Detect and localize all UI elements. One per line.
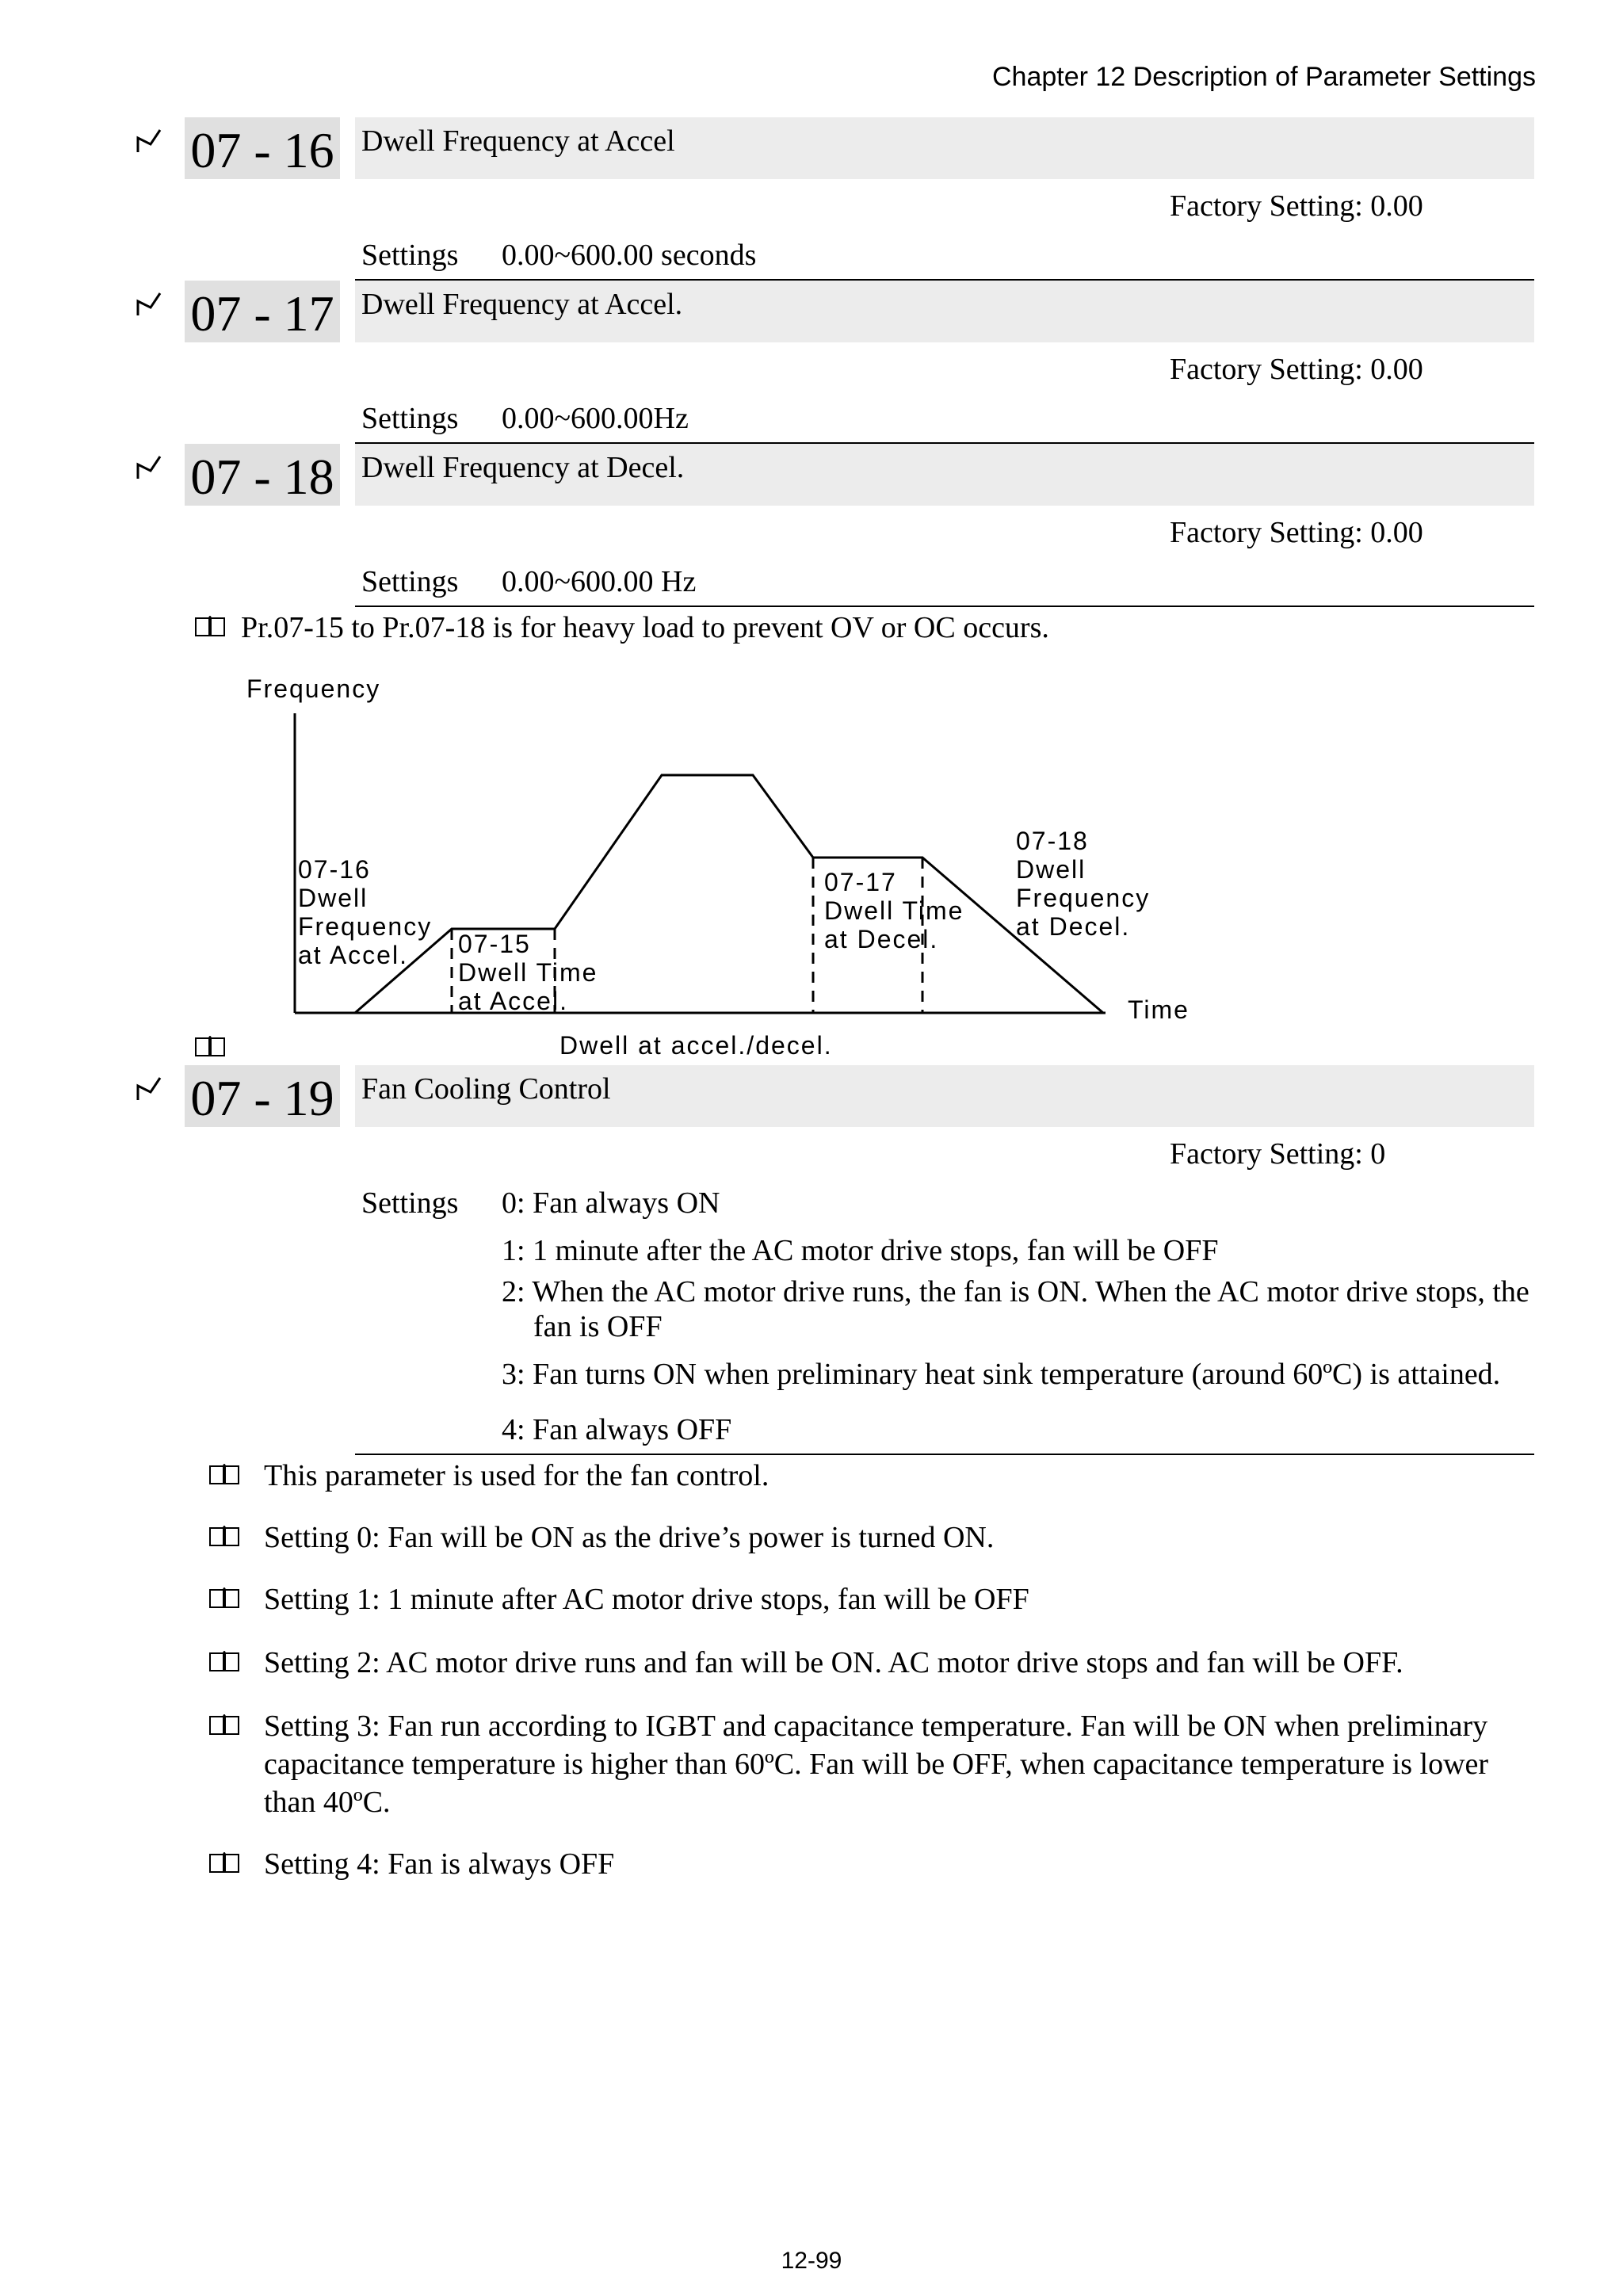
label-line: Frequency <box>1016 884 1151 912</box>
label-line: at Decel. <box>824 925 939 953</box>
settings-label: Settings <box>361 1186 459 1220</box>
note-book-icon <box>208 1523 241 1549</box>
option-0: 0: Fan always ON <box>502 1186 720 1220</box>
settings-value: 0.00~600.00 Hz <box>502 565 697 598</box>
label-line: Dwell Time <box>458 958 598 987</box>
param-number: 07 - 17 <box>185 281 340 342</box>
param-title: Dwell Frequency at Decel. <box>361 451 685 484</box>
factory-setting: Factory Setting: 0.00 <box>1170 353 1423 386</box>
option-3: 3: Fan turns ON when preliminary heat sink temperature (around 60ºC) is attained. <box>502 1358 1501 1391</box>
note-book-icon <box>208 1648 241 1674</box>
factory-setting: Factory Setting: 0.00 <box>1170 189 1423 223</box>
label-line: Dwell Time <box>824 896 964 925</box>
note-text: Setting 3: Fan run according to IGBT and capacitance temperature. Fan will be ON when preliminary capacitance temperature is higher than 60ºC. Fan will be OFF, when capacitance temperature is lower than 40ºC. <box>264 1710 1489 1819</box>
note-book-icon <box>208 1585 241 1610</box>
label-07-16 <box>298 855 432 969</box>
label-line: at Decel. <box>1016 912 1131 941</box>
diagram-caption: Dwell at accel./decel. <box>559 1031 833 1060</box>
settings-label: Settings <box>361 402 459 435</box>
param-number: 07 - 18 <box>185 444 340 506</box>
param-title: Dwell Frequency at Accel. <box>361 288 683 321</box>
label-line: Dwell <box>298 884 369 912</box>
note-text: Pr.07-15 to Pr.07-18 is for heavy load to prevent OV or OC occurs. <box>241 611 1049 644</box>
note-text: Setting 2: AC motor drive runs and fan will be ON. AC motor drive stops and fan will be OFF. <box>264 1646 1403 1679</box>
label-line: at Accel. <box>458 987 568 1015</box>
settings-label: Settings <box>361 565 459 598</box>
label-07-15 <box>458 930 598 1015</box>
param-title: Dwell Frequency at Accel <box>361 124 675 158</box>
divider <box>355 1454 1534 1455</box>
label-line: Frequency <box>298 912 433 941</box>
edit-pen-icon <box>135 1075 163 1103</box>
note-text: Setting 4: Fan is always OFF <box>264 1847 615 1881</box>
settings-value: 0.00~600.00Hz <box>502 402 689 435</box>
label-line: at Accel. <box>298 941 408 969</box>
label-line: Dwell <box>1016 855 1086 884</box>
page-number: 12-99 <box>781 2248 842 2274</box>
label-07-18 <box>1016 827 1150 941</box>
option-2 <box>502 1274 1540 1344</box>
label-07-17 <box>824 868 964 953</box>
factory-setting: Factory Setting: 0.00 <box>1170 516 1423 549</box>
param-title: Fan Cooling Control <box>361 1072 611 1106</box>
note-book-icon <box>208 1850 241 1875</box>
note-text: Setting 0: Fan will be ON as the drive’s power is turned ON. <box>264 1521 995 1554</box>
chapter-header: Chapter 12 Description of Parameter Settings <box>991 62 1536 92</box>
settings-label: Settings <box>361 239 459 272</box>
option-4: 4: Fan always OFF <box>502 1413 732 1446</box>
x-axis-label: Time <box>1128 995 1190 1024</box>
note-book-icon <box>193 1033 227 1059</box>
param-number: 07 - 16 <box>185 117 340 179</box>
note-book-icon <box>208 1461 241 1487</box>
label-line: 07-15 <box>458 930 531 958</box>
factory-setting: Factory Setting: 0 <box>1170 1137 1386 1171</box>
note-text: This parameter is used for the fan control. <box>264 1459 769 1492</box>
y-axis-label: Frequency <box>246 674 381 703</box>
settings-value: 0.00~600.00 seconds <box>502 239 757 272</box>
param-number: 07 - 19 <box>185 1065 340 1127</box>
option-2-text: 2: When the AC motor drive runs, the fan is ON. When the AC motor drive stops, the fan is OFF <box>502 1275 1529 1343</box>
note-book-icon <box>208 1712 241 1737</box>
label-line: 07-17 <box>824 868 897 896</box>
option-1: 1: 1 minute after the AC motor drive stops, fan will be OFF <box>502 1234 1219 1267</box>
label-line: 07-16 <box>298 855 371 884</box>
label-line: 07-18 <box>1016 827 1089 855</box>
note-text: Setting 1: 1 minute after AC motor drive stops, fan will be OFF <box>264 1583 1029 1616</box>
